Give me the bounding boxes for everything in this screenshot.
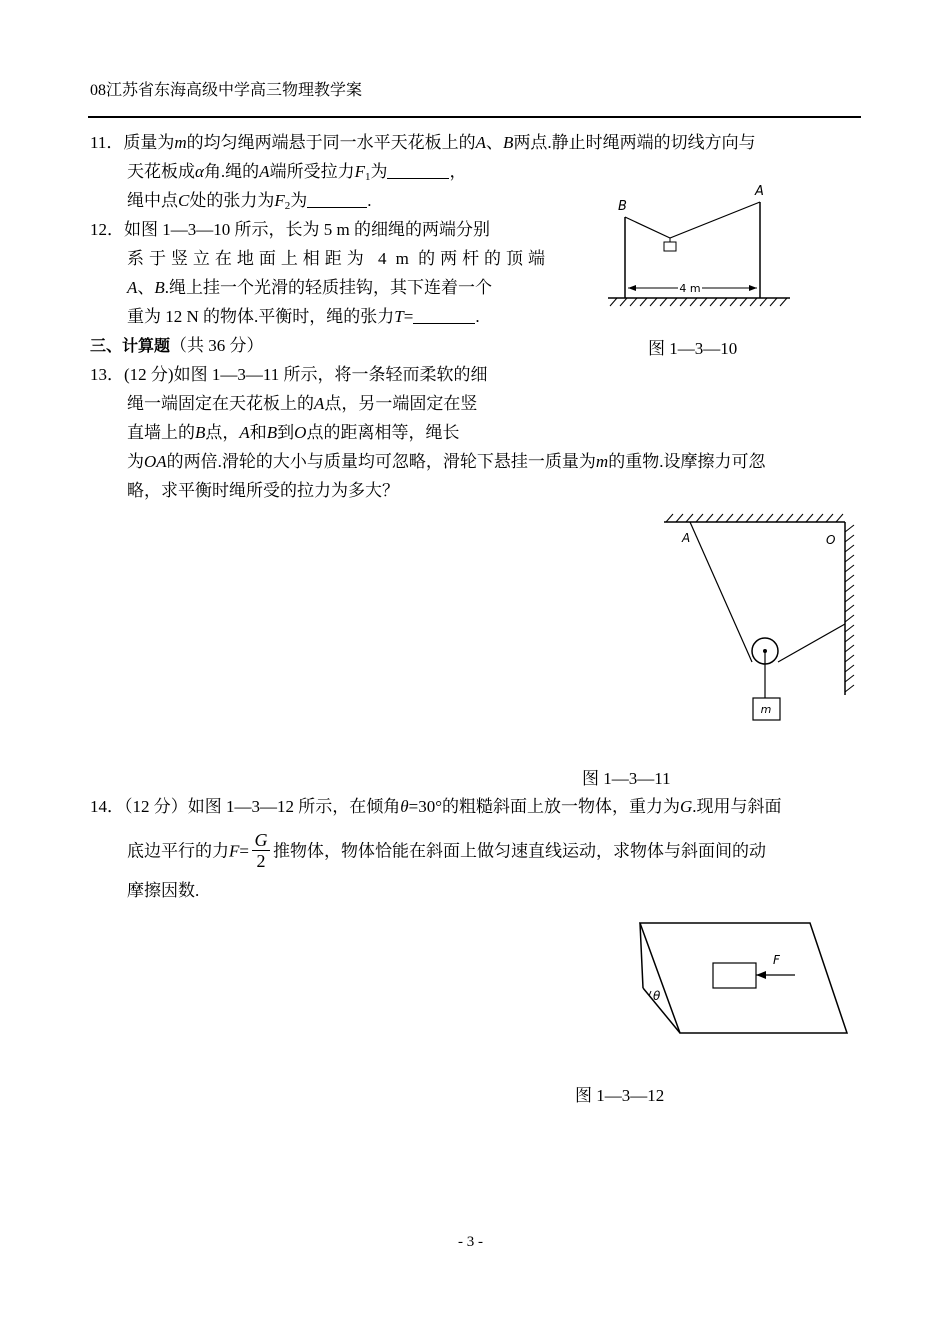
fig10-caption: 图 1—3—10 — [648, 339, 738, 358]
q12-line4: 重为 12 N 的物体.平衡时，绳的张力T= . — [127, 307, 480, 326]
q11-line3: 绳中点C处的张力为$F_2$为 . — [127, 191, 372, 212]
q14-line2: 底边平行的力F= $\frac{G}{2}$ 推物体，物体恰能在斜面上做匀速直线运动，求物体与斜面间的动 — [127, 830, 766, 871]
fig11-label-O: O — [826, 533, 836, 547]
q13-line5: 略，求平衡时绳所受的拉力为多大？ — [127, 481, 399, 500]
figure-1-3-10 — [600, 180, 800, 315]
q11-number: 11． — [90, 133, 124, 152]
section-title: 三、计算题 — [90, 336, 171, 355]
fig12-label-F: F — [773, 953, 780, 967]
fig12-label-theta: θ — [653, 989, 661, 1003]
q13-line2: 绳一端固定在天花板上的A点，另一端固定在竖 — [127, 394, 478, 413]
answer-blank[interactable] — [387, 164, 449, 179]
header-rule — [88, 116, 861, 118]
q14-number: 14． — [90, 797, 124, 816]
fig10-label-A: A — [755, 184, 764, 199]
fraction-G-over-2: $\frac{G}{2}$ — [252, 830, 270, 871]
figure-1-3-12 — [635, 918, 855, 1043]
q12-line1: 12．如图 1—3—10 所示，长为 5 m 的细绳的两端分别 — [90, 220, 490, 239]
fig10-label-B: B — [618, 199, 627, 214]
figure-1-3-11 — [660, 512, 860, 727]
q14-line1: 14．（12 分）如图 1—3—12 所示，在倾角θ=30°的粗糙斜面上放一物体，重力为G.现用与斜面 — [90, 797, 782, 816]
q13-line1: 13．(12 分)如图 1—3—11 所示，将一条轻而柔软的细 — [90, 365, 488, 384]
q11-line1: 11．质量为m的均匀绳两端悬于同一水平天花板上的A、B两点.静止时绳两端的切线方向与 — [90, 133, 756, 152]
section-note: （共 36 分） — [170, 336, 264, 355]
q12-line3: A、B.绳上挂一个光滑的轻质挂钩，其下连着一个 — [127, 278, 493, 297]
fig11-label-m: m — [760, 703, 772, 716]
q13-line4: 为OA的两倍.滑轮的大小与质量均可忽略，滑轮下悬挂一质量为m的重物.设摩擦力可忽 — [127, 452, 766, 471]
fig11-label-A: A — [682, 531, 691, 545]
q12-number: 12． — [90, 220, 124, 239]
page-header-title: 08江苏省东海高级中学高三物理教学案 — [90, 82, 363, 99]
q14-line3: 摩擦因数. — [127, 881, 200, 900]
q12-line2: 系于竖立在地面上相距为 4 m 的两杆的顶端 — [127, 249, 545, 268]
q13-line3: 直墙上的B点，A和B到O点的距离相等，绳长 — [127, 423, 460, 442]
q11-line2: 天花板成α角.绳的A端所受拉力$F_1$为 ， — [127, 162, 467, 183]
fig11-caption: 图 1—3—11 — [582, 769, 671, 788]
answer-blank[interactable] — [307, 193, 367, 208]
fig12-caption: 图 1—3—12 — [575, 1086, 665, 1105]
answer-blank[interactable] — [413, 309, 475, 324]
section-heading — [90, 333, 264, 359]
fig10-dimension: 4 m — [679, 282, 701, 295]
q13-number: 13． — [90, 365, 124, 384]
page-number: - 3 - — [458, 1234, 483, 1250]
